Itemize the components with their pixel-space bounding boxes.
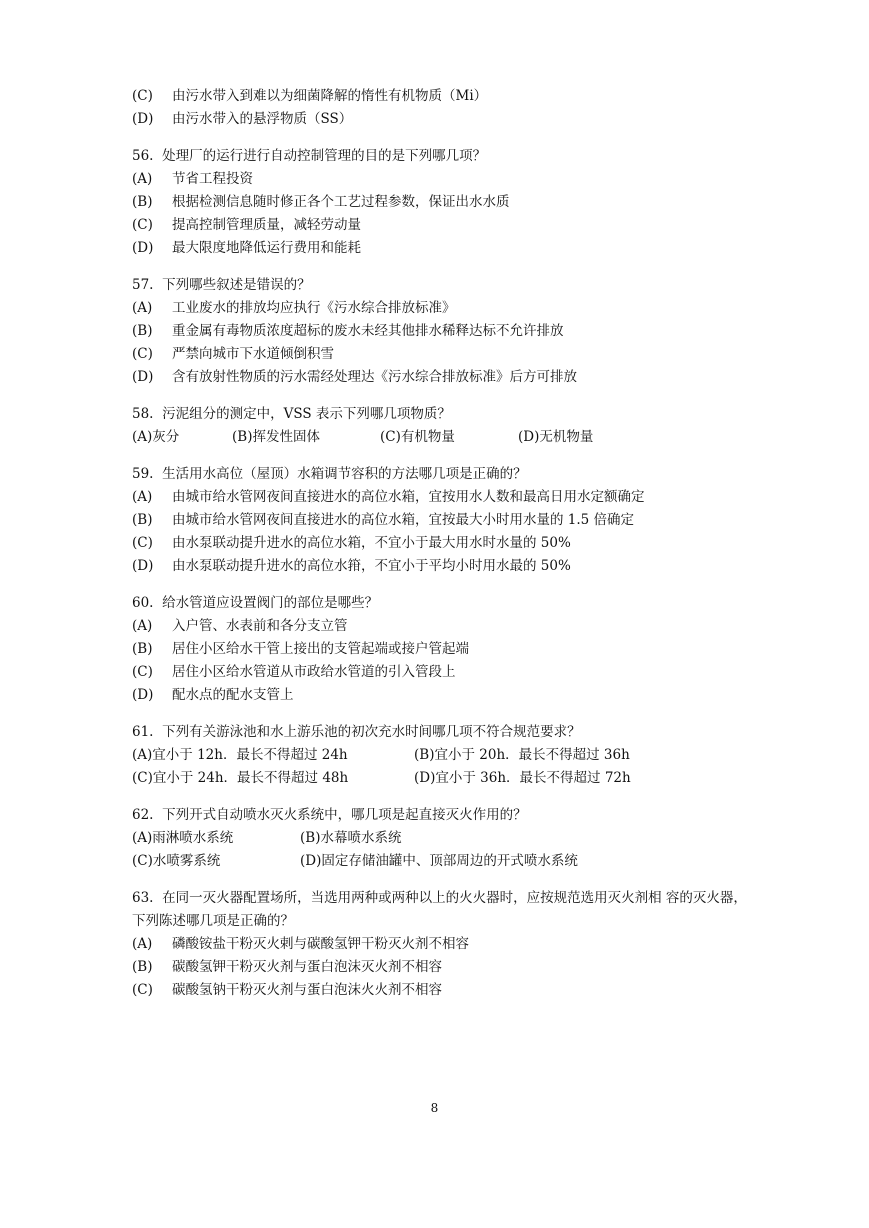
option-text: 挥发性固体 — [252, 429, 320, 445]
question-62 — [132, 804, 752, 873]
option-label: (D) — [132, 111, 154, 127]
option-text: 工业废水的排放均应执行《污水综合排放标准》 — [172, 300, 456, 316]
option-line — [132, 684, 752, 707]
question-text: 给水管道应设置阀门的部位是哪些？ — [162, 595, 379, 611]
continued-options — [132, 85, 752, 131]
option-line — [132, 638, 752, 661]
option-line — [132, 532, 752, 555]
question-title — [132, 403, 752, 426]
question-title — [132, 463, 752, 486]
pair-option — [132, 850, 220, 873]
option-label: (A) — [132, 830, 153, 846]
option-label: (D) — [132, 558, 154, 574]
option-text: 最大限度地降低运行费用和能耗 — [172, 240, 361, 256]
question-number: 57. — [132, 277, 154, 293]
option-label: (C) — [132, 853, 153, 869]
question-text: 下列开式自动喷水灭火系统中，哪几项是起直接灭火作用的？ — [162, 807, 527, 823]
option-line — [132, 108, 752, 131]
option-label: (B) — [300, 830, 321, 846]
inline-option — [132, 426, 179, 449]
option-line — [132, 343, 752, 366]
page-content — [132, 85, 752, 1016]
question-title — [132, 721, 752, 744]
option-text: 配水点的配水支管上 — [172, 687, 294, 703]
question-number: 56. — [132, 148, 154, 164]
option-line — [132, 237, 752, 260]
question-text: 在同一灭火器配置场所，当选用两种或两种以上的火火器时，应按规范选用灭火剂相 容的灭火器，下列陈述哪几项是正确的？ — [132, 890, 747, 929]
question-63 — [132, 887, 752, 1002]
option-text: 入户管、水表前和各分支立管 — [172, 618, 348, 634]
option-pair-row — [132, 850, 752, 873]
option-text: 碳酸氢钾干粉灭火剂与蛋白泡沫灭火剂不相容 — [172, 959, 442, 975]
option-text: 无机物量 — [539, 429, 594, 445]
option-text: 根据检测信息随时修正各个工艺过程参数，保证出水水质 — [172, 194, 510, 210]
question-text: 处理厂的运行进行自动控制管理的目的是下列哪几项？ — [162, 148, 487, 164]
question-number: 61. — [132, 724, 154, 740]
question-61 — [132, 721, 752, 790]
option-label: (D) — [132, 240, 154, 256]
option-text: 由城市给水管网夜间直接进水的高位水箱，宜按最大小时用水量的 1.5 倍确定 — [172, 512, 635, 528]
option-pair-row — [132, 767, 752, 790]
question-58 — [132, 403, 752, 449]
option-text: 提高控制管理质量，减轻劳动量 — [172, 217, 361, 233]
question-number: 62. — [132, 807, 154, 823]
question-title — [132, 887, 752, 933]
option-text: 由水泵联动提升进水的高位水箝，不宜小于平均小时用水最的 50% — [172, 558, 571, 574]
option-label: (A) — [132, 618, 153, 634]
option-text: 宜小于 36h．最长不得超过 72h — [435, 770, 631, 786]
option-pair-row — [132, 827, 752, 850]
option-label: (D) — [414, 770, 436, 786]
option-label: (C) — [132, 982, 153, 998]
option-line — [132, 555, 752, 578]
option-line — [132, 933, 752, 956]
option-label: (B) — [132, 194, 153, 210]
question-60 — [132, 592, 752, 707]
option-text: 居住小区给水干管上接出的支管起端或接户管起端 — [172, 641, 469, 657]
option-text: 节省工程投资 — [172, 171, 253, 187]
option-pair-row — [132, 744, 752, 767]
option-label: (A) — [132, 429, 153, 445]
option-line — [132, 191, 752, 214]
option-text: 宜小于 20h．最长不得超过 36h — [434, 747, 630, 763]
option-label: (D) — [300, 853, 322, 869]
option-text: 由污水带入到难以为细菌降解的惰性有机物质（Mi） — [172, 88, 488, 104]
option-label: (A) — [132, 300, 153, 316]
question-number: 59. — [132, 466, 154, 482]
question-text: 下列哪些叙述是错误的？ — [162, 277, 311, 293]
option-label: (B) — [132, 641, 153, 657]
question-text: 下列有关游泳池和水上游乐池的初次充水时间哪几项不符合规范要求？ — [162, 724, 581, 740]
inline-option — [232, 426, 320, 449]
option-text: 有机物量 — [400, 429, 455, 445]
option-line — [132, 297, 752, 320]
option-label: (B) — [232, 429, 253, 445]
option-label: (C) — [132, 664, 153, 680]
question-title — [132, 145, 752, 168]
option-label: (D) — [132, 687, 154, 703]
question-number: 60. — [132, 595, 154, 611]
option-text: 含有放射性物质的污水需经处理达《污水综合排放标准》后方可排放 — [172, 369, 577, 385]
option-text: 灰分 — [152, 429, 180, 445]
option-label: (C) — [132, 217, 153, 233]
option-line — [132, 168, 752, 191]
option-line — [132, 956, 752, 979]
option-line — [132, 320, 752, 343]
question-57 — [132, 274, 752, 389]
pair-option — [300, 850, 578, 873]
option-text: 居住小区给水管道从市政给水管道的引入管段上 — [172, 664, 456, 680]
option-label: (A) — [132, 936, 153, 952]
pair-option — [414, 744, 630, 767]
option-line — [132, 486, 752, 509]
question-number: 63. — [132, 890, 154, 906]
option-label: (A) — [132, 171, 153, 187]
option-line — [132, 214, 752, 237]
option-text: 由水泵联动提升进水的高位水箱，不宜小于最大用水时水量的 50% — [172, 535, 571, 551]
option-label: (B) — [132, 959, 153, 975]
option-label: (B) — [132, 512, 153, 528]
question-title — [132, 592, 752, 615]
option-line — [132, 509, 752, 532]
option-text: 由污水带入的悬浮物质（SS） — [172, 111, 353, 127]
option-text: 重金属有毒物质浓度超标的废水未经其他排水稀释达标不允许排放 — [172, 323, 564, 339]
question-title — [132, 804, 752, 827]
option-line — [132, 661, 752, 684]
option-label: (B) — [132, 323, 153, 339]
option-text: 宜小于 24h．最长不得超过 48h — [152, 770, 349, 786]
option-text: 碳酸氢钠干粉灭火剂与蛋白泡沫火火剂不相容 — [172, 982, 442, 998]
inline-options — [132, 426, 752, 449]
option-text: 磷酸铵盐干粉灭火剌与碳酸氢钾干粉灭火剂不相容 — [172, 936, 469, 952]
option-text: 由城市给水管网夜间直接进水的高位水箱，宜按用水人数和最高日用水定额确定 — [172, 489, 645, 505]
option-label: (C) — [380, 429, 401, 445]
option-text: 水喷雾系统 — [152, 853, 221, 869]
question-56 — [132, 145, 752, 260]
inline-option — [518, 426, 593, 449]
option-text: 宜小于 12h．最长不得超过 24h — [152, 747, 348, 763]
pair-option — [132, 744, 348, 767]
option-text: 雨淋喷水系统 — [152, 830, 234, 846]
option-label: (D) — [132, 369, 154, 385]
option-label: (C) — [132, 535, 153, 551]
question-59 — [132, 463, 752, 578]
option-text: 固定存储油罐中、顶部周边的开式喷水系统 — [321, 853, 578, 869]
inline-option — [380, 426, 455, 449]
question-number: 58. — [132, 406, 154, 422]
pair-option — [414, 767, 631, 790]
option-label: (A) — [132, 747, 153, 763]
pair-option — [132, 827, 233, 850]
option-label: (C) — [132, 770, 153, 786]
option-label: (C) — [132, 88, 153, 104]
option-line — [132, 615, 752, 638]
option-line — [132, 85, 752, 108]
option-text: 水幕喷水系统 — [320, 830, 402, 846]
page-number: 8 — [430, 1101, 439, 1115]
option-label: (A) — [132, 489, 153, 505]
option-line — [132, 366, 752, 389]
pair-option — [132, 767, 348, 790]
option-label: (C) — [132, 346, 153, 362]
option-line — [132, 979, 752, 1002]
pair-option — [300, 827, 401, 850]
option-text: 严禁向城市下水道倾倒积雪 — [172, 346, 334, 362]
option-label: (D) — [518, 429, 540, 445]
option-label: (B) — [414, 747, 435, 763]
question-text: 污泥组分的测定中，VSS 表示下列哪几项物质？ — [162, 406, 451, 422]
question-title — [132, 274, 752, 297]
question-text: 生活用水高位（屋顶）水箱调节容积的方法哪几项是正确的？ — [162, 466, 527, 482]
